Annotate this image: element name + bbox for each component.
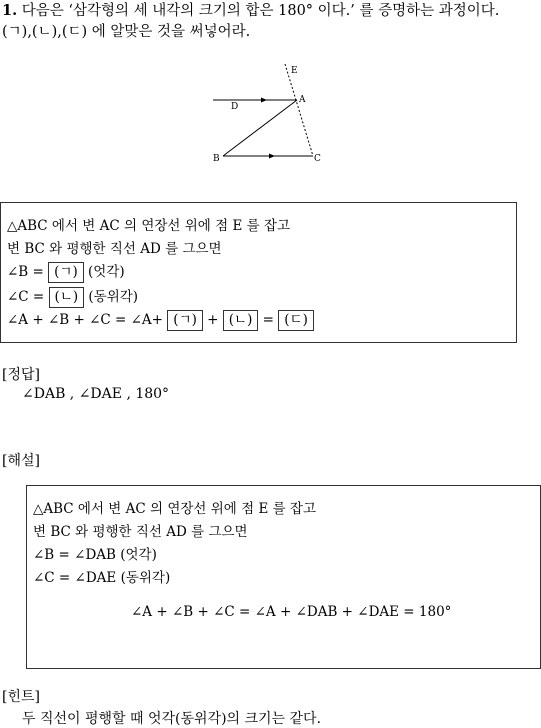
question-line-1	[2, 0, 499, 22]
explanation-box	[26, 485, 541, 669]
explanation-equation: ∠A + ∠B + ∠C = ∠A + ∠DAB + ∠DAE = 180°	[131, 604, 452, 620]
sum-blank-nieun: (ㄴ)	[223, 310, 259, 331]
question-line-2: (ㄱ),(ㄴ),(ㄷ) 에 알맞은 것을 써넣어라.	[2, 24, 251, 40]
blank-nieun: (ㄴ)	[49, 287, 85, 308]
explanation-line-2: 변 BC 와 평행한 직선 AD 를 그으면	[33, 524, 248, 540]
corresponding-angle-note: (동위각)	[88, 289, 139, 305]
sum-blank-digeut: (ㄷ)	[278, 310, 314, 331]
explanation-line-3: ∠B = ∠DAB (엇각)	[33, 547, 157, 563]
label-e: E	[291, 66, 298, 76]
blank-giyeok: (ㄱ)	[48, 262, 84, 283]
angle-b-label: ∠B =	[7, 264, 44, 280]
proof-line-1: △ABC 에서 변 AC 의 연장선 위에 점 E 를 잡고	[7, 218, 291, 234]
arrow-bc	[269, 154, 275, 159]
proof-line-c	[7, 285, 138, 308]
answer-heading: [정답]	[2, 367, 40, 383]
sum-prefix: ∠A + ∠B + ∠C = ∠A+	[7, 312, 163, 328]
question-number: 1.	[2, 2, 18, 19]
proof-line-2: 변 BC 와 평행한 직선 AD 를 그으면	[7, 241, 222, 257]
label-a: A	[299, 95, 306, 105]
angle-c-label: ∠C =	[7, 289, 45, 305]
hint-heading: [힌트]	[2, 689, 40, 705]
answer-text: ∠DAB , ∠DAE , 180°	[22, 386, 170, 402]
label-c: C	[314, 154, 321, 164]
proof-line-sum	[7, 310, 314, 331]
proof-line-b	[7, 260, 125, 283]
triangle-figure	[205, 58, 340, 168]
plus-sign: +	[207, 312, 219, 328]
question-text-1: 다음은 ‘삼각형의 세 내각의 크기의 합은 180° 이다.’ 를 증명하는 과정이다.	[21, 3, 500, 19]
arrow-ad	[261, 98, 267, 103]
alternate-angle-note: (엇각)	[88, 264, 125, 280]
sum-blank-giyeok: (ㄱ)	[167, 310, 203, 331]
hint-text: 두 직선이 평행할 때 엇각(동위각)의 크기는 같다.	[22, 711, 322, 727]
proof-box	[0, 202, 517, 343]
label-d: D	[231, 102, 239, 112]
line-ec-dashed	[285, 64, 313, 156]
explanation-line-1: △ABC 에서 변 AC 의 연장선 위에 점 E 를 잡고	[33, 501, 317, 517]
explanation-line-4: ∠C = ∠DAE (동위각)	[33, 570, 171, 586]
explanation-heading: [해설]	[2, 453, 40, 469]
label-b: B	[213, 154, 220, 164]
equals-sign: =	[262, 312, 274, 328]
